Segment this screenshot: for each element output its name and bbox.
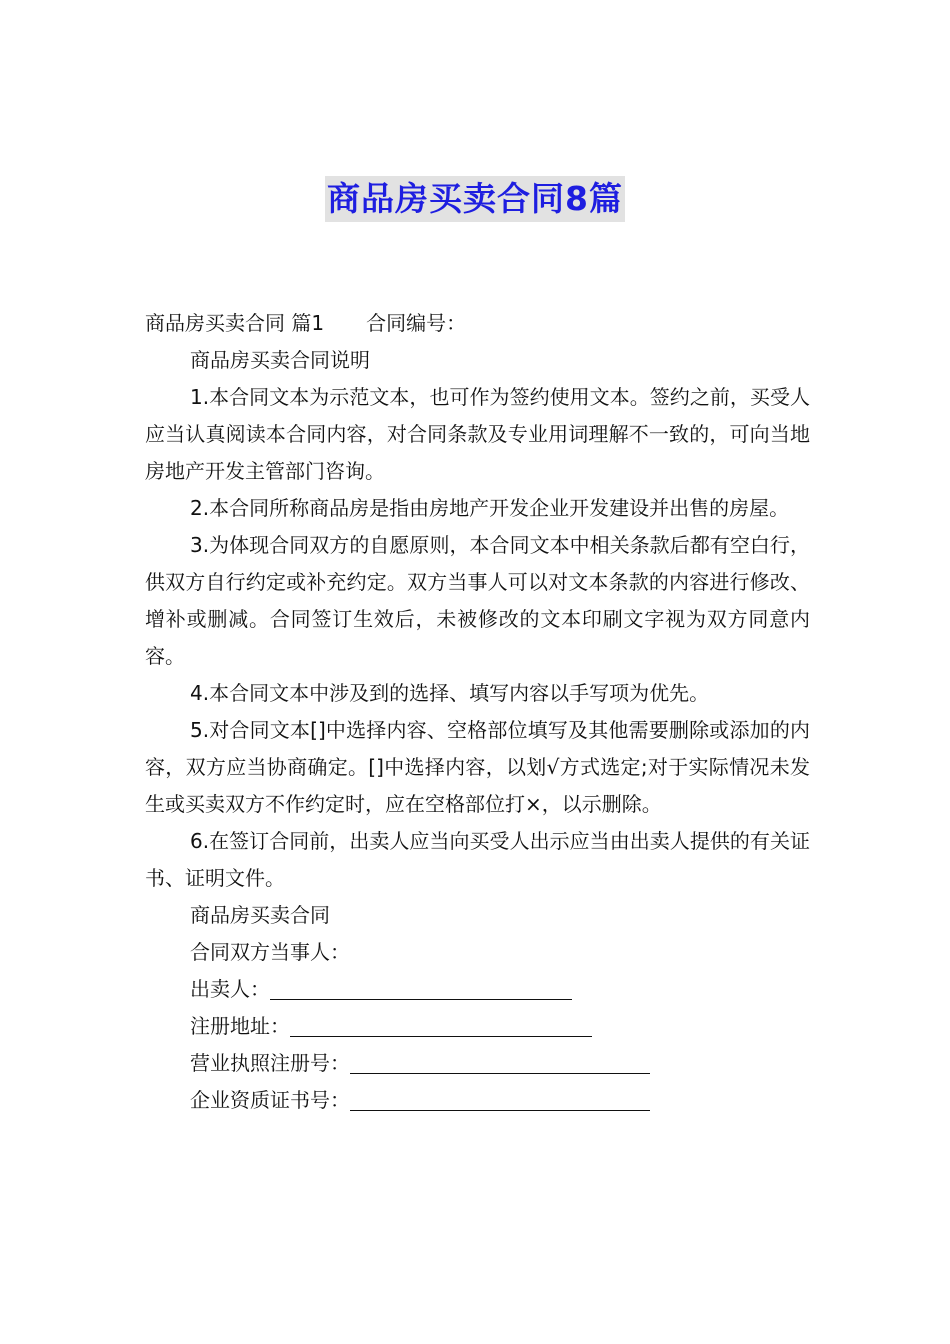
paragraph-5: 5.对合同文本[]中选择内容、空格部位填写及其他需要删除或添加的内容，双方应当协商确定。[]中选择内容，以划√方式选定;对于实际情况未发生或买卖双方不作约定时，应在空格部位打×，以示删除。 xyxy=(145,718,810,816)
license-label: 营业执照注册号： xyxy=(190,1051,350,1075)
paragraph-2: 2.本合同所称商品房是指由房地产开发企业开发建设并出售的房屋。 xyxy=(190,496,790,520)
explanation-title: 商品房买卖合同说明 xyxy=(190,348,370,372)
paragraph-6: 6.在签订合同前，出卖人应当向买受人出示应当由出卖人提供的有关证书、证明文件。 xyxy=(145,829,810,890)
qualification-field xyxy=(145,1082,810,1119)
license-field xyxy=(145,1045,810,1082)
contract-title: 商品房买卖合同 xyxy=(190,903,330,927)
heading-line xyxy=(145,305,810,342)
document-title: 商品房买卖合同8篇 xyxy=(325,176,625,222)
address-label: 注册地址： xyxy=(190,1014,290,1038)
seller-field xyxy=(145,971,810,1008)
paragraph-1: 1.本合同文本为示范文本，也可作为签约使用文本。签约之前，买受人应当认真阅读本合同内容，对合同条款及专业用词理解不一致的，可向当地房地产开发主管部门咨询。 xyxy=(145,385,810,483)
paragraph-3: 3.为体现合同双方的自愿原则，本合同文本中相关条款后都有空白行，供双方自行约定或补充约定。双方当事人可以对文本条款的内容进行修改、增补或删减。合同签订生效后，未被修改的文本印刷文字视为双方同意内容。 xyxy=(145,533,810,668)
title-container xyxy=(0,176,950,222)
paragraph-4: 4.本合同文本中涉及到的选择、填写内容以手写项为优先。 xyxy=(190,681,710,705)
seller-label: 出卖人： xyxy=(190,977,270,1001)
qualification-blank[interactable] xyxy=(350,1086,650,1111)
seller-blank[interactable] xyxy=(270,975,572,1000)
address-field xyxy=(145,1008,810,1045)
qualification-label: 企业资质证书号： xyxy=(190,1088,350,1112)
part-label: 商品房买卖合同 篇1 xyxy=(145,311,325,335)
parties-label: 合同双方当事人： xyxy=(190,940,350,964)
contract-number-label: 合同编号： xyxy=(366,311,467,335)
license-blank[interactable] xyxy=(350,1049,650,1074)
document-body xyxy=(145,305,810,1119)
address-blank[interactable] xyxy=(290,1012,592,1037)
